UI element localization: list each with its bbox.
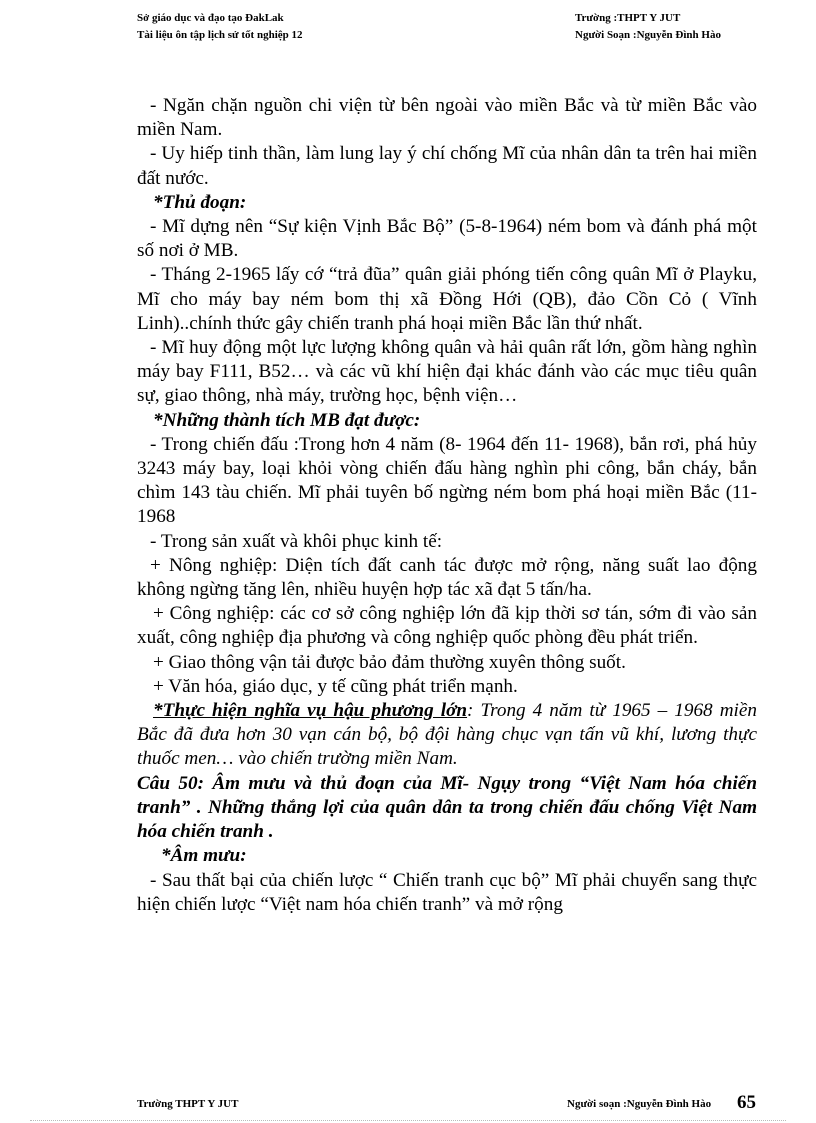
header-right — [575, 10, 721, 44]
header-left — [137, 10, 303, 44]
section-heading-am-muu: *Âm mưu: — [161, 845, 247, 867]
paragraph: - Tháng 2-1965 lấy cớ “trả đũa” quân giải phóng tiến công quân Mĩ ở Playku, Mĩ cho máy bay ném bom thị xã Đồng Hới (QB), đảo Cồn Cỏ ( Vĩnh Linh)..chính thức gây chiến tranh phá hoại miền Bắc lần thứ nhất. — [137, 264, 757, 334]
header-school: Trường :THPT Y JUT — [575, 12, 681, 24]
paragraph: + Công nghiệp: các cơ sở công nghiệp lớn đã kịp thời sơ tán, sớm đi vào sản xuất, công nghiệp địa phương và công nghiệp quốc phòng đều phát triển. — [137, 603, 757, 649]
footer-author: Người soạn :Nguyễn Đình Hào — [567, 1098, 712, 1110]
paragraph: + Giao thông vận tải được bảo đảm thường xuyên thông suốt. — [153, 651, 626, 673]
paragraph: - Trong sản xuất và khôi phục kinh tế: — [150, 530, 443, 552]
paragraph: - Ngăn chặn nguồn chi viện từ bên ngoài vào miền Bắc và từ miền Bắc vào miền Nam. — [137, 95, 757, 141]
paragraph: - Mĩ huy động một lực lượng không quân và hải quân rất lớn, gồm hàng nghìn máy bay F111, B52… và các vũ khí hiện đại khác đánh vào các mục tiêu quân sự, giao thông, nhà máy, trường học, bệnh viện… — [137, 337, 757, 407]
question-heading: Câu 50: Âm mưu và thủ đoạn của Mĩ- Ngụy trong “Việt Nam hóa chiến tranh” . Những thắng lợi của quân dân ta trong chiến đấu chống Việt Nam hóa chiến tranh . — [137, 772, 757, 843]
heading-text: *Thực hiện nghĩa vụ hậu phương lớn — [153, 700, 468, 722]
paragraph-text: : Trong 4 năm từ 1965 – 1968 miền Bắc đã đưa hơn 30 vạn cán bộ, bộ đội hàng chục vạn tấn vũ khí, lương thực thuốc men… vào chiến trường miền Nam. — [137, 700, 757, 770]
section-heading-hau-phuong — [153, 700, 467, 721]
paragraph: - Uy hiếp tinh thần, làm lung lay ý chí chống Mĩ của nhân dân ta trên hai miền đất nước. — [137, 143, 757, 189]
paragraph: + Văn hóa, giáo dục, y tế cũng phát triển mạnh. — [153, 675, 518, 697]
header-document-title: Tài liệu ôn tập lịch sử tốt nghiệp 12 — [137, 29, 303, 41]
paragraph: - Mĩ dựng nên “Sự kiện Vịnh Bắc Bộ” (5-8-1964) ném bom và đánh phá một số nơi ở MB. — [137, 216, 757, 262]
footer-school: Trường THPT Y JUT — [137, 1098, 239, 1110]
page-number: 65 — [737, 1092, 756, 1113]
page-body — [137, 94, 757, 917]
paragraph: - Trong chiến đấu :Trong hơn 4 năm (8- 1964 đến 11- 1968), bắn rơi, phá hủy 3243 máy bay, loại khỏi vòng chiến đấu hàng nghìn phi công, bắn cháy, bắn chìm 143 tàu chiến. Mĩ phải tuyên bố ngừng ném bom phá hoại miền Bắc (11-1968 — [137, 433, 757, 528]
paragraph: + Nông nghiệp: Diện tích đất canh tác được mở rộng, năng suất lao động không ngừng tăng lên, nhiều huyện hợp tác xã đạt 5 tấn/ha. — [137, 554, 757, 601]
paragraph: - Sau thất bại của chiến lược “ Chiến tranh cục bộ” Mĩ phải chuyển sang thực hiện chiến lược “Việt nam hóa chiến tranh” và mở rộng — [137, 869, 757, 915]
header-author: Người Soạn :Nguyễn Đình Hào — [575, 29, 721, 41]
footer-divider — [30, 1120, 786, 1121]
section-heading-thu-doan: *Thủ đoạn: — [153, 191, 247, 213]
section-heading-thanh-tich: *Những thành tích MB đạt được: — [153, 409, 421, 431]
header-department: Sở giáo dục và đạo tạo ĐakLak — [137, 12, 284, 24]
paragraph-hau-phuong — [137, 699, 757, 772]
